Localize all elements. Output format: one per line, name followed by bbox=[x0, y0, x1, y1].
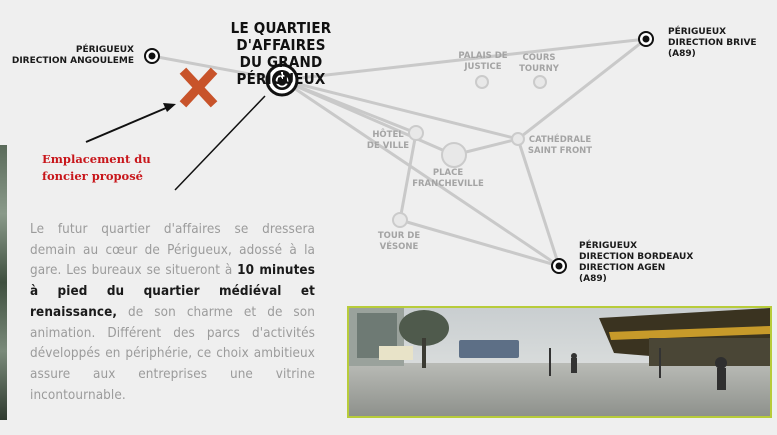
terminus-bordeaux bbox=[552, 259, 566, 273]
map-title bbox=[196, 20, 366, 88]
label-brive-line-1: PÉRIGUEUX bbox=[668, 27, 727, 37]
label-hotel-line-1: HÔTEL bbox=[372, 130, 404, 140]
site-annotation-line-1: Emplacement du bbox=[42, 152, 151, 166]
label-bordeaux-line-2: DIRECTION BORDEAUX bbox=[579, 252, 694, 262]
paragraph-text-end: de son charme et de son animation. Différent des parcs d'activités développés en périphérie, ce choix ambitieux assure aux entreprises une vitrine incontournable. bbox=[30, 304, 315, 403]
label-bordeaux-line-3: DIRECTION AGEN bbox=[579, 263, 666, 273]
description-paragraph bbox=[30, 220, 315, 406]
terminus-angouleme bbox=[145, 49, 159, 63]
paragraph-text-start: Le futur quartier d'affaires se dressera demain au cœur de Périgueux, adossé à la gare. Les bureaux se situeront à bbox=[30, 222, 315, 279]
label-palais bbox=[452, 51, 514, 73]
label-vesone-line-1: TOUR DE bbox=[377, 231, 421, 241]
label-cathedrale-line-1: CATHÉDRALE bbox=[528, 135, 592, 145]
stop-palais bbox=[476, 76, 488, 88]
label-place-line-2: FRANCHEVILLE bbox=[412, 179, 484, 189]
label-bordeaux bbox=[579, 241, 693, 285]
label-angouleme-line-1: PÉRIGUEUX bbox=[75, 45, 134, 55]
label-cathedrale bbox=[522, 135, 598, 157]
label-place bbox=[408, 168, 488, 190]
label-cathedrale-line-2: SAINT FRONT bbox=[527, 146, 593, 156]
label-bordeaux-line-4: (A89) bbox=[579, 274, 607, 284]
paragraph-highlight: 10 minutes à pied du quartier médiéval et renaissance, bbox=[30, 263, 315, 320]
terminus-brive bbox=[639, 32, 653, 46]
map-title-line-1: LE QUARTIER D'AFFAIRES bbox=[230, 19, 332, 54]
site-annotation-line-2: foncier proposé bbox=[42, 169, 144, 183]
label-brive-line-3: (A89) bbox=[668, 49, 696, 59]
label-hotel bbox=[360, 130, 416, 152]
district-rendering-photo bbox=[347, 306, 772, 418]
annotation-arrow bbox=[86, 103, 176, 142]
label-brive bbox=[668, 27, 757, 60]
label-palais-line-1: PALAIS DE bbox=[458, 51, 508, 61]
label-tourny-line-1: COURS bbox=[522, 53, 556, 63]
pointer-line-hub bbox=[175, 96, 265, 190]
rendering-illustration bbox=[349, 308, 770, 416]
stop-vesone bbox=[393, 213, 407, 227]
label-place-line-1: PLACE bbox=[432, 168, 464, 178]
label-angouleme bbox=[11, 45, 134, 67]
label-tourny bbox=[513, 53, 565, 75]
stop-place bbox=[442, 143, 466, 167]
label-hotel-line-2: DE VILLE bbox=[366, 141, 410, 151]
label-bordeaux-line-1: PÉRIGUEUX bbox=[579, 241, 638, 251]
label-brive-line-2: DIRECTION BRIVE bbox=[668, 38, 757, 48]
label-vesone-line-2: VÉSONE bbox=[379, 242, 419, 252]
site-annotation bbox=[42, 151, 151, 185]
stop-tourny bbox=[534, 76, 546, 88]
label-vesone bbox=[369, 231, 429, 253]
label-tourny-line-2: TOURNY bbox=[519, 64, 559, 74]
label-angouleme-line-2: DIRECTION ANGOULEME bbox=[11, 56, 134, 66]
label-palais-line-2: JUSTICE bbox=[464, 62, 502, 72]
map-title-line-2: DU GRAND PÉRIGUEUX bbox=[236, 53, 326, 88]
route-cathedrale-bordeaux bbox=[518, 139, 559, 266]
